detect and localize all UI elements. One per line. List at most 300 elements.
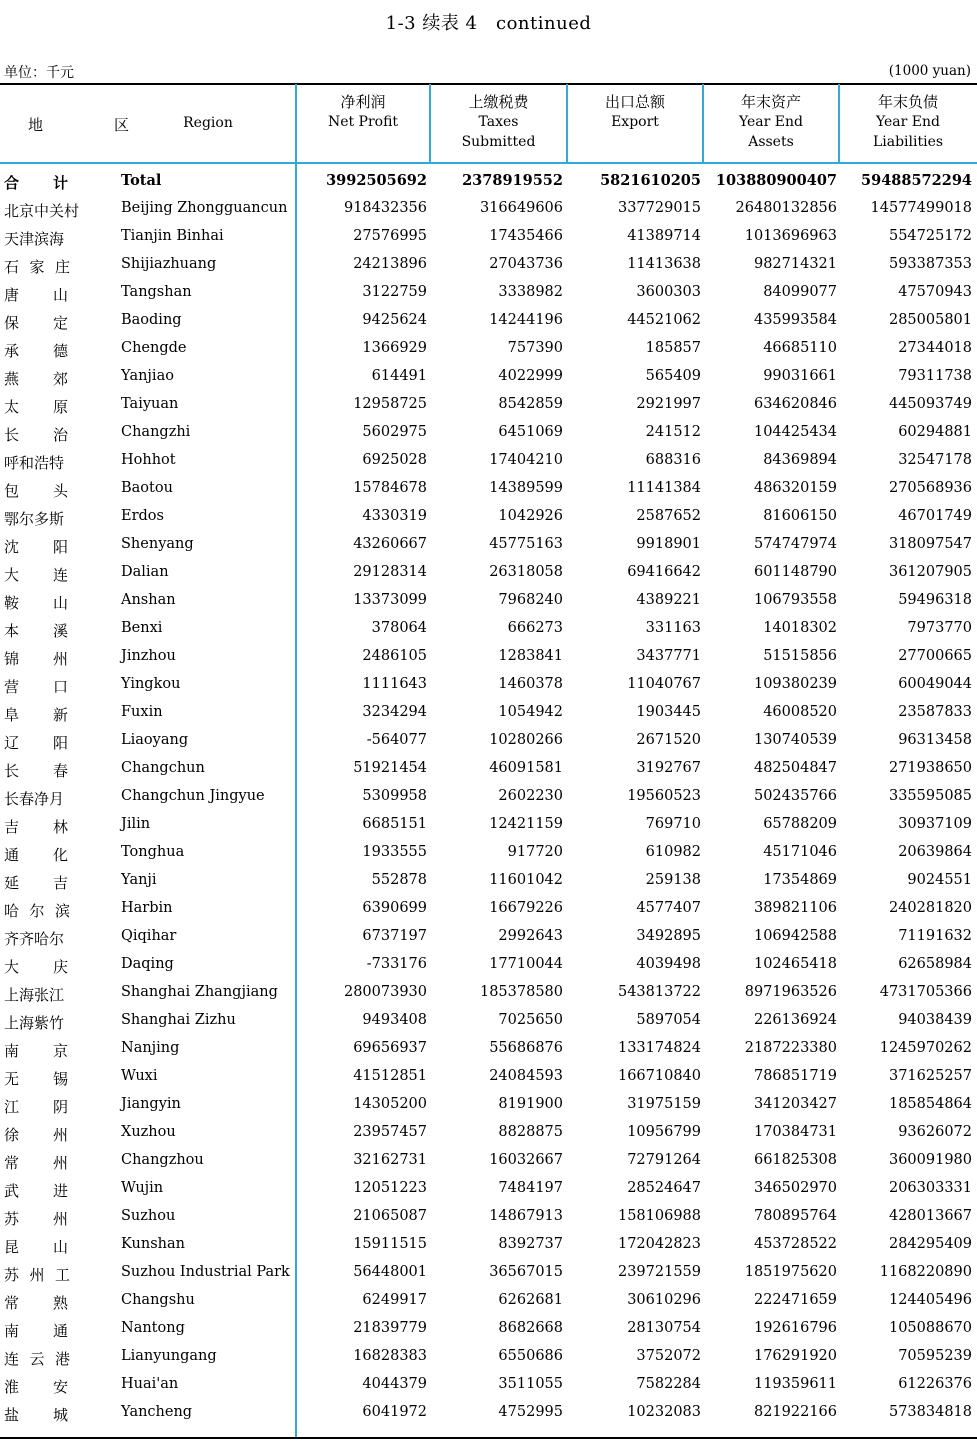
- region-name-en: Baoding: [121, 312, 182, 328]
- table-cell-value: 335595085: [888, 788, 972, 804]
- region-name-en: Yingkou: [121, 676, 181, 692]
- table-cell-value: 69416642: [627, 564, 701, 580]
- unit-label-cn: 单位：千元: [4, 65, 74, 81]
- table-cell-value: 360091980: [888, 1152, 972, 1168]
- table-cell-value: 27043736: [489, 256, 563, 272]
- table-cell-value: 21065087: [353, 1208, 427, 1224]
- table-row: [0, 312, 977, 340]
- table-cell-value: 124405496: [888, 1292, 972, 1308]
- column-header-en: Year End: [739, 114, 803, 130]
- table-cell-value: 270568936: [888, 480, 972, 496]
- table-cell-value: 9918901: [636, 536, 701, 552]
- table-cell-value: 3992505692: [326, 172, 427, 189]
- table-cell-value: 666273: [507, 620, 563, 636]
- region-name-cn: 齐齐哈尔: [4, 930, 65, 948]
- table-cell-value: 318097547: [888, 536, 972, 552]
- bottom-rule: [0, 1437, 977, 1439]
- table-cell-value: 3492895: [636, 928, 701, 944]
- table-cell-value: 55686876: [489, 1040, 563, 1056]
- unit-label-en: (1000 yuan): [888, 63, 971, 79]
- table-cell-value: 102465418: [753, 956, 837, 972]
- table-row: [0, 1124, 977, 1152]
- table-cell-value: 46008520: [763, 704, 837, 720]
- table-cell-value: 20639864: [898, 844, 972, 860]
- table-cell-value: 96313458: [898, 732, 972, 748]
- table-cell-value: 285005801: [888, 312, 972, 328]
- table-cell-value: 280073930: [343, 984, 427, 1000]
- region-name-en: Tangshan: [121, 284, 192, 300]
- table-cell-value: 337729015: [617, 200, 701, 216]
- table-cell-value: 1111643: [362, 676, 427, 692]
- column-header-en: Submitted: [461, 134, 536, 150]
- region-name-cn: 武 进: [4, 1182, 68, 1200]
- table-row: [0, 340, 977, 368]
- region-name-cn: 北京中关村: [4, 202, 80, 220]
- column-header-cn: 年末资产: [740, 93, 801, 111]
- table-cell-value: 47570943: [898, 284, 972, 300]
- region-name-cn: 苏 州 工: [4, 1266, 70, 1284]
- table-cell-value: 445093749: [888, 396, 972, 412]
- region-name-cn: 本 溪: [4, 622, 68, 640]
- region-name-cn: 上海张江: [4, 986, 65, 1004]
- region-name-cn: 长春净月: [4, 790, 65, 808]
- region-name-en: Shenyang: [121, 536, 194, 552]
- top-rule: [0, 83, 977, 85]
- table-cell-value: 14577499018: [870, 200, 972, 216]
- table-cell-value: 1933555: [362, 844, 427, 860]
- table-cell-value: 1245970262: [879, 1040, 972, 1056]
- table-cell-value: 3192767: [636, 760, 701, 776]
- table-cell-value: 634620846: [753, 396, 837, 412]
- table-cell-value: 331163: [645, 620, 701, 636]
- table-cell-value: 185857: [645, 340, 701, 356]
- table-cell-value: 119359611: [753, 1376, 837, 1392]
- table-cell-value: 23957457: [353, 1124, 427, 1140]
- table-cell-value: 7582284: [636, 1376, 701, 1392]
- table-cell-value: 17404210: [489, 452, 563, 468]
- table-cell-value: 3511055: [498, 1376, 563, 1392]
- table-cell-value: 12421159: [489, 816, 563, 832]
- column-header-liabilities: [840, 92, 976, 152]
- region-name-en: Nanjing: [121, 1040, 180, 1056]
- table-cell-value: 27700665: [898, 648, 972, 664]
- table-cell-value: 176291920: [753, 1348, 837, 1364]
- table-cell-value: 5821610205: [600, 172, 701, 189]
- table-cell-value: 28130754: [627, 1320, 701, 1336]
- table-row: [0, 396, 977, 424]
- table-cell-value: 8682668: [498, 1320, 563, 1336]
- table-cell-value: 2187223380: [744, 1040, 837, 1056]
- region-name-cn: 合 计: [4, 174, 68, 192]
- region-name-en: Changchun Jingyue: [121, 788, 265, 804]
- table-row: [0, 480, 977, 508]
- table-cell-value: 31975159: [627, 1096, 701, 1112]
- table-cell-value: 8542859: [498, 396, 563, 412]
- table-row: [0, 536, 977, 564]
- region-name-cn: 哈 尔 滨: [4, 902, 70, 920]
- table-cell-value: 982714321: [753, 256, 837, 272]
- table-cell-value: 17435466: [489, 228, 563, 244]
- table-cell-value: 46091581: [489, 760, 563, 776]
- region-name-cn: 常 州: [4, 1154, 68, 1172]
- table-cell-value: 8971963526: [744, 984, 837, 1000]
- table-cell-value: 10280266: [489, 732, 563, 748]
- table-row: [0, 732, 977, 760]
- header-rule: [0, 162, 977, 164]
- table-cell-value: 769710: [645, 816, 701, 832]
- table-cell-value: 2992643: [498, 928, 563, 944]
- region-name-en: Tonghua: [121, 844, 185, 860]
- region-name-cn: 承 德: [4, 342, 68, 360]
- column-header-taxes: [431, 92, 566, 152]
- region-name-en: Shijiazhuang: [121, 256, 217, 272]
- table-cell-value: 72791264: [627, 1152, 701, 1168]
- total-row: [0, 172, 977, 200]
- region-name-cn: 鄂尔多斯: [4, 510, 65, 528]
- region-name-en: Erdos: [121, 508, 164, 524]
- table-cell-value: 3600303: [636, 284, 701, 300]
- table-row: [0, 676, 977, 704]
- table-cell-value: 917720: [507, 844, 563, 860]
- table-cell-value: 4044379: [362, 1376, 427, 1392]
- table-cell-value: 71191632: [898, 928, 972, 944]
- table-cell-value: 1366929: [362, 340, 427, 356]
- table-cell-value: 24213896: [353, 256, 427, 272]
- table-cell-value: 44521062: [627, 312, 701, 328]
- table-cell-value: 17354869: [763, 872, 837, 888]
- table-row: [0, 1348, 977, 1376]
- table-cell-value: 70595239: [898, 1348, 972, 1364]
- table-cell-value: 133174824: [617, 1040, 701, 1056]
- region-name-cn: 常 熟: [4, 1294, 68, 1312]
- table-cell-value: 573834818: [888, 1404, 972, 1420]
- table-cell-value: 16032667: [489, 1152, 563, 1168]
- table-row: [0, 1264, 977, 1292]
- table-cell-value: 14305200: [353, 1096, 427, 1112]
- table-cell-value: 543813722: [617, 984, 701, 1000]
- table-cell-value: 172042823: [617, 1236, 701, 1252]
- table-row: [0, 760, 977, 788]
- table-cell-value: 5602975: [362, 424, 427, 440]
- region-name-cn: 营 口: [4, 678, 68, 696]
- table-cell-value: 11141384: [627, 480, 701, 496]
- table-row: [0, 1208, 977, 1236]
- table-cell-value: 27344018: [898, 340, 972, 356]
- table-cell-value: 43260667: [353, 536, 427, 552]
- table-cell-value: 41389714: [627, 228, 701, 244]
- table-cell-value: 361207905: [888, 564, 972, 580]
- region-name-cn: 通 化: [4, 846, 68, 864]
- region-name-cn: 石 家 庄: [4, 258, 70, 276]
- region-name-en: Jilin: [121, 816, 151, 832]
- table-cell-value: 103880900407: [715, 172, 837, 189]
- table-cell-value: 29128314: [353, 564, 427, 580]
- region-name-en: Kunshan: [121, 1236, 185, 1252]
- table-row: [0, 424, 977, 452]
- table-cell-value: 3338982: [498, 284, 563, 300]
- table-cell-value: 428013667: [888, 1208, 972, 1224]
- table-cell-value: 46685110: [763, 340, 837, 356]
- table-cell-value: 7968240: [498, 592, 563, 608]
- table-row: [0, 1068, 977, 1096]
- table-cell-value: 346502970: [753, 1180, 837, 1196]
- table-cell-value: 610982: [645, 844, 701, 860]
- table-cell-value: 46701749: [898, 508, 972, 524]
- table-cell-value: 13373099: [353, 592, 427, 608]
- table-row: [0, 284, 977, 312]
- table-cell-value: 10232083: [627, 1404, 701, 1420]
- table-cell-value: 14244196: [489, 312, 563, 328]
- region-name-cn: 唐 山: [4, 286, 68, 304]
- table-cell-value: 9425624: [362, 312, 427, 328]
- table-row: [0, 956, 977, 984]
- column-header-assets: [704, 92, 838, 152]
- column-header-en: Export: [611, 114, 659, 130]
- table-cell-value: 12051223: [353, 1180, 427, 1196]
- table-cell-value: 341203427: [753, 1096, 837, 1112]
- table-cell-value: 1054942: [498, 704, 563, 720]
- table-cell-value: 4330319: [362, 508, 427, 524]
- table-cell-value: 109380239: [753, 676, 837, 692]
- table-cell-value: 69656937: [353, 1040, 427, 1056]
- region-name-en: Yanjiao: [121, 368, 174, 384]
- region-name-cn: 阜 新: [4, 706, 68, 724]
- table-cell-value: 7484197: [498, 1180, 563, 1196]
- table-cell-value: 1168220890: [879, 1264, 972, 1280]
- column-header-export: [568, 92, 702, 132]
- table-cell-value: 2671520: [636, 732, 701, 748]
- table-cell-value: 32547178: [898, 452, 972, 468]
- table-cell-value: 1460378: [498, 676, 563, 692]
- table-row: [0, 1012, 977, 1040]
- table-cell-value: 2587652: [636, 508, 701, 524]
- table-cell-value: 11601042: [489, 872, 563, 888]
- region-name-en: Changzhi: [121, 424, 191, 440]
- region-name-en: Huai'an: [121, 1376, 179, 1392]
- table-row: [0, 200, 977, 228]
- table-cell-value: 2486105: [362, 648, 427, 664]
- column-header-en: Taxes: [478, 114, 519, 130]
- column-header-net-profit: [297, 92, 429, 132]
- table-row: [0, 1320, 977, 1348]
- table-cell-value: 24084593: [489, 1068, 563, 1084]
- table-cell-value: 51515856: [763, 648, 837, 664]
- table-row: [0, 844, 977, 872]
- table-cell-value: 6262681: [498, 1292, 563, 1308]
- table-cell-value: 26480132856: [735, 200, 837, 216]
- table-cell-value: 757390: [507, 340, 563, 356]
- table-cell-value: 16828383: [353, 1348, 427, 1364]
- region-name-en: Changzhou: [121, 1152, 204, 1168]
- table-cell-value: 16679226: [489, 900, 563, 916]
- table-row: [0, 592, 977, 620]
- region-name-cn: 保 定: [4, 314, 68, 332]
- table-cell-value: 5309958: [362, 788, 427, 804]
- table-cell-value: 12958725: [353, 396, 427, 412]
- region-name-cn: 南 京: [4, 1042, 68, 1060]
- table-cell-value: 59488572294: [861, 172, 972, 189]
- table-row: [0, 1376, 977, 1404]
- table-cell-value: 222471659: [753, 1292, 837, 1308]
- column-header-cn: 上缴税费: [468, 93, 529, 111]
- table-cell-value: 7973770: [907, 620, 972, 636]
- table-cell-value: 30610296: [627, 1292, 701, 1308]
- table-cell-value: 3234294: [362, 704, 427, 720]
- region-name-en: Harbin: [121, 900, 173, 916]
- table-row: [0, 1040, 977, 1068]
- table-cell-value: 99031661: [763, 368, 837, 384]
- table-cell-value: 9024551: [907, 872, 972, 888]
- table-row: [0, 1404, 977, 1432]
- table-cell-value: 453728522: [753, 1236, 837, 1252]
- region-name-cn: 锦 州: [4, 650, 68, 668]
- table-cell-value: 821922166: [753, 1404, 837, 1420]
- region-name-cn: 江 阴: [4, 1098, 68, 1116]
- table-row: [0, 368, 977, 396]
- table-cell-value: 271938650: [888, 760, 972, 776]
- table-cell-value: 105088670: [888, 1320, 972, 1336]
- table-cell-value: 6249917: [362, 1292, 427, 1308]
- table-cell-value: 8392737: [498, 1236, 563, 1252]
- table-cell-value: 45775163: [489, 536, 563, 552]
- region-name-cn: 天津滨海: [4, 230, 65, 248]
- region-name-cn: 苏 州: [4, 1210, 68, 1228]
- table-cell-value: 11040767: [627, 676, 701, 692]
- table-cell-value: 19560523: [627, 788, 701, 804]
- table-cell-value: 30937109: [898, 816, 972, 832]
- table-cell-value: -564077: [366, 732, 427, 748]
- table-cell-value: 14867913: [489, 1208, 563, 1224]
- table-cell-value: 10956799: [627, 1124, 701, 1140]
- table-cell-value: 7025650: [498, 1012, 563, 1028]
- table-cell-value: 21839779: [353, 1320, 427, 1336]
- table-cell-value: 5897054: [636, 1012, 701, 1028]
- region-name-en: Changshu: [121, 1292, 195, 1308]
- table-cell-value: 106793558: [753, 592, 837, 608]
- table-cell-value: 378064: [371, 620, 427, 636]
- table-cell-value: 1851975620: [744, 1264, 837, 1280]
- region-name-en: Suzhou Industrial Park: [121, 1264, 290, 1280]
- table-row: [0, 704, 977, 732]
- table-cell-value: 4389221: [636, 592, 701, 608]
- column-header-region-en: Region: [183, 115, 233, 131]
- table-cell-value: 84369894: [763, 452, 837, 468]
- table-cell-value: 93626072: [898, 1124, 972, 1140]
- table-cell-value: 60049044: [898, 676, 972, 692]
- column-header-region-cn: 地 区: [28, 116, 158, 134]
- table-cell-value: 6925028: [362, 452, 427, 468]
- table-cell-value: 240281820: [888, 900, 972, 916]
- table-cell-value: 14018302: [763, 620, 837, 636]
- table-cell-value: 565409: [645, 368, 701, 384]
- table-cell-value: 786851719: [753, 1068, 837, 1084]
- table-cell-value: 81606150: [763, 508, 837, 524]
- table-cell-value: 486320159: [753, 480, 837, 496]
- table-cell-value: 259138: [645, 872, 701, 888]
- table-cell-value: 4039498: [636, 956, 701, 972]
- region-name-cn: 上海紫竹: [4, 1014, 65, 1032]
- table-cell-value: 11413638: [627, 256, 701, 272]
- table-cell-value: 661825308: [753, 1152, 837, 1168]
- table-cell-value: 185378580: [479, 984, 563, 1000]
- region-name-cn: 延 吉: [4, 874, 68, 892]
- region-name-cn: 连 云 港: [4, 1350, 70, 1368]
- table-cell-value: 51921454: [353, 760, 427, 776]
- table-cell-value: 17710044: [489, 956, 563, 972]
- table-row: [0, 256, 977, 284]
- table-row: [0, 228, 977, 256]
- table-cell-value: 166710840: [617, 1068, 701, 1084]
- table-cell-value: 60294881: [898, 424, 972, 440]
- table-cell-value: 65788209: [763, 816, 837, 832]
- region-name-en: Nantong: [121, 1320, 185, 1336]
- region-name-en: Total: [121, 172, 162, 189]
- region-name-cn: 吉 林: [4, 818, 68, 836]
- table-cell-value: 1013696963: [744, 228, 837, 244]
- table-cell-value: 241512: [645, 424, 701, 440]
- table-cell-value: 601148790: [753, 564, 837, 580]
- table-row: [0, 648, 977, 676]
- table-cell-value: 104425434: [753, 424, 837, 440]
- region-name-cn: 沈 阳: [4, 538, 68, 556]
- table-row: [0, 928, 977, 956]
- region-name-cn: 太 原: [4, 398, 68, 416]
- region-name-en: Fuxin: [121, 704, 163, 720]
- region-name-cn: 大 连: [4, 566, 68, 584]
- table-cell-value: 6041972: [362, 1404, 427, 1420]
- region-name-en: Taiyuan: [121, 396, 179, 412]
- table-cell-value: 9493408: [362, 1012, 427, 1028]
- column-header-en: Net Profit: [327, 114, 399, 130]
- region-name-en: Liaoyang: [121, 732, 189, 748]
- region-name-en: Jiangyin: [121, 1096, 181, 1112]
- table-cell-value: 206303331: [888, 1180, 972, 1196]
- table-cell-value: 15911515: [353, 1236, 427, 1252]
- region-name-en: Shanghai Zhangjiang: [121, 984, 278, 1000]
- region-name-cn: 包 头: [4, 482, 68, 500]
- table-row: [0, 816, 977, 844]
- region-name-en: Daqing: [121, 956, 174, 972]
- region-name-en: Suzhou: [121, 1208, 176, 1224]
- table-cell-value: 192616796: [753, 1320, 837, 1336]
- table-cell-value: -733176: [366, 956, 427, 972]
- region-name-en: Baotou: [121, 480, 173, 496]
- region-name-en: Beijing Zhongguancun: [121, 200, 288, 216]
- table-cell-value: 36567015: [489, 1264, 563, 1280]
- table-cell-value: 6451069: [498, 424, 563, 440]
- table-cell-value: 23587833: [898, 704, 972, 720]
- table-cell-value: 2921997: [636, 396, 701, 412]
- region-name-en: Hohhot: [121, 452, 176, 468]
- table-cell-value: 26318058: [489, 564, 563, 580]
- column-header-en: Assets: [748, 134, 794, 150]
- table-cell-value: 6737197: [362, 928, 427, 944]
- table-cell-value: 6550686: [498, 1348, 563, 1364]
- region-name-cn: 呼和浩特: [4, 454, 65, 472]
- table-cell-value: 14389599: [489, 480, 563, 496]
- column-header-cn: 年末负债: [877, 93, 938, 111]
- region-name-en: Changchun: [121, 760, 205, 776]
- region-name-cn: 昆 山: [4, 1238, 68, 1256]
- region-name-en: Tianjin Binhai: [121, 228, 224, 244]
- region-name-cn: 燕 郊: [4, 370, 68, 388]
- table-row: [0, 1152, 977, 1180]
- region-name-en: Dalian: [121, 564, 169, 580]
- table-cell-value: 4731705366: [879, 984, 972, 1000]
- region-name-cn: 淮 安: [4, 1378, 68, 1396]
- table-cell-value: 593387353: [888, 256, 972, 272]
- column-header-en: Year End: [876, 114, 940, 130]
